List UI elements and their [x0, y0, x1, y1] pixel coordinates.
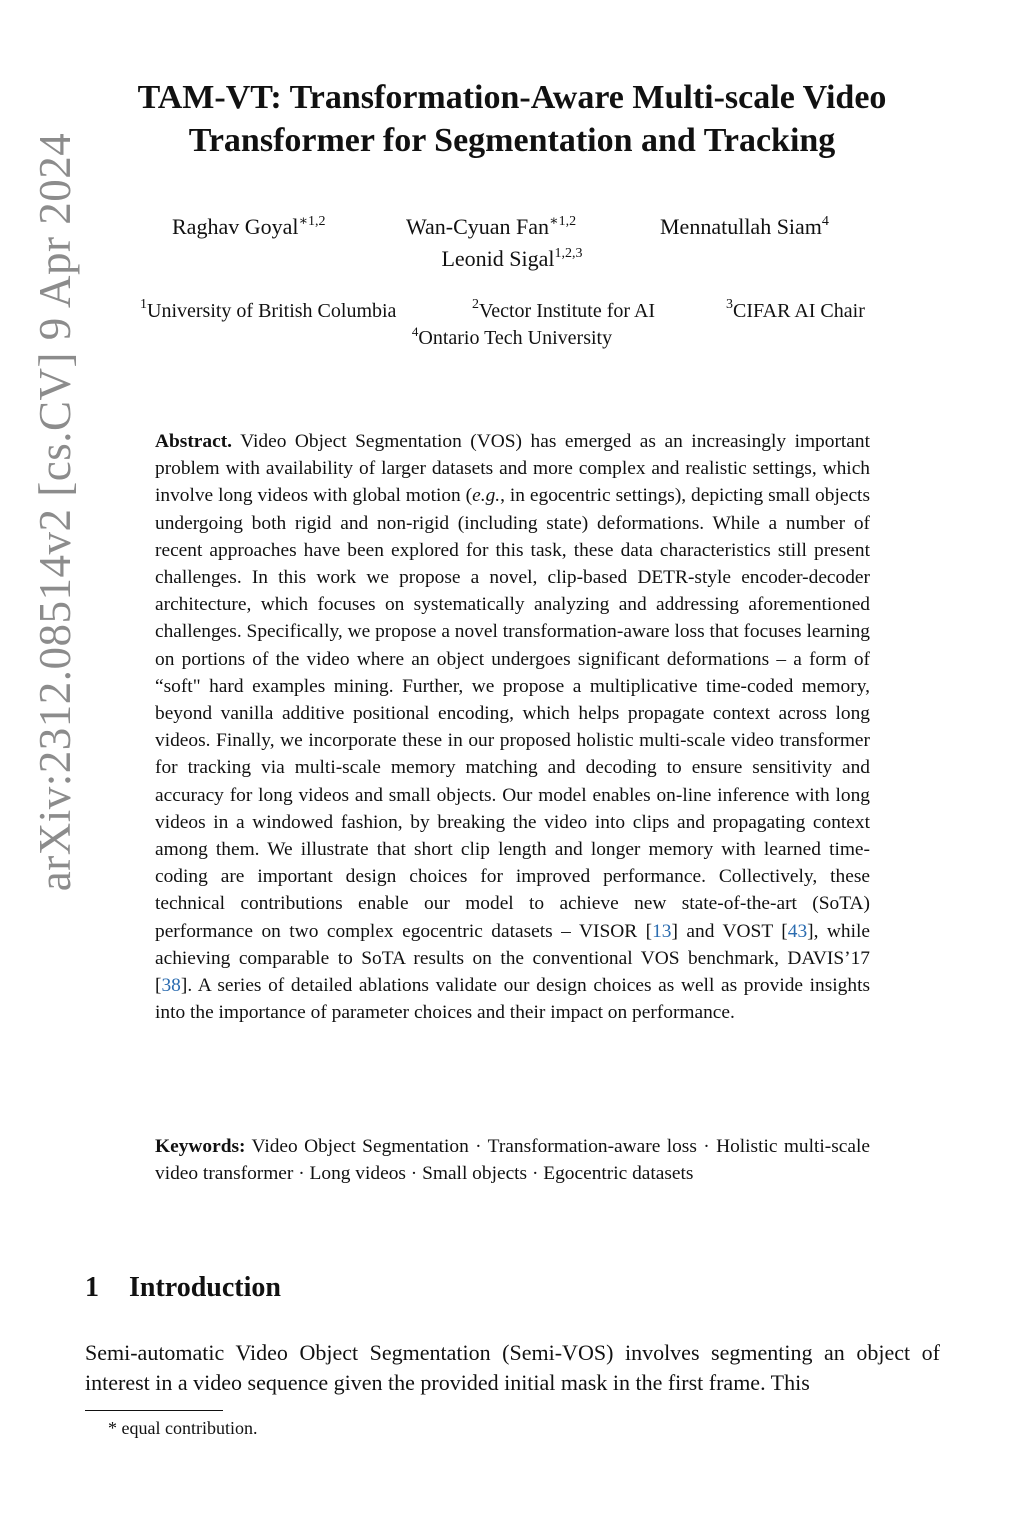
intro-paragraph: Semi-automatic Video Object Segmentation (Semi-VOS) involves segmenting an object of interest in a video sequence given the provided initial mask in the first frame. This — [85, 1340, 940, 1395]
affiliation-3: $^3$CIFAR AI Chair — [726, 297, 865, 322]
affiliation-1: $^1$University of British Columbia — [140, 297, 397, 322]
keywords-label: Keywords: — [155, 1136, 246, 1157]
author-1: Raghav Goyal$^{∗1,2}$ — [172, 214, 326, 239]
section-heading: 1 Introduction — [85, 1272, 281, 1303]
abstract-label: Abstract. — [155, 431, 233, 452]
citation-link[interactable]: 43 — [787, 920, 808, 942]
citation-link[interactable]: 13 — [652, 920, 672, 942]
footnote: * equal contribution. — [108, 1418, 258, 1438]
citation-link[interactable]: 38 — [161, 975, 181, 997]
abstract: Abstract. Video Object Segmentation (VOS) has emerged as an increasingly important problem with availability of larger datasets and more complex and realistic settings, which involve long videos with global motion (e.g., in egocentric settings), depicting small objects undergoing both rigid and non-rigid (including state) deformations. While a number of recent approaches have been explored for this task, these data characteristics still present challenges. In this work we propose a novel, clip-based DETR-style encoder-decoder architecture, which focuses on systematically analyzing and addressing aforementioned challenges. Specifically, we propose a novel transformation-aware loss that focuses learning on portions of the video where an object undergoes significant deformations – a form of “soft" hard examples mining. Further, we propose a multiplicative time-coded memory, beyond vanilla additive positional encoding, which helps propagate context across long videos. Finally, we incorporate these in our proposed holistic multi-scale video transformer for tracking via multi-scale memory matching and decoding to ensure sensitivity and accuracy for long videos and small objects. Our model enables on-line inference with long videos in a windowed fashion, by breaking the video into clips and propagating context among them. We illustrate that short clip length and longer memory with learned time-coding are important design choices for improved performance. Collectively, these technical contributions enable our model to achieve new state-of-the-art (SoTA) performance on two complex egocentric datasets – VISOR [13] and VOST [43], while achieving comparable to SoTA results on the conventional VOS benchmark, DAVIS’17 [38]. A series of detailed ablations validate our design choices as well as provide insights into the importance of parameter choices and their impact on performance. — [155, 431, 870, 1024]
affiliation-4: $^4$Ontario Tech University — [411, 324, 613, 349]
footnote-rule — [85, 1410, 223, 1411]
arxiv-identifier: arXiv:2312.08514v2 [cs.CV] 9 Apr 2024 — [30, 132, 80, 892]
author-4: Leonid Sigal$^{1,2,3}$ — [441, 246, 583, 271]
affiliation-2: $^2$Vector Institute for AI — [472, 297, 656, 322]
author-3: Mennatullah Siam$^4$ — [660, 214, 829, 239]
author-2: Wan-Cyuan Fan$^{∗1,2}$ — [406, 214, 577, 239]
keywords: Keywords: Video Object Segmentation · Transformation-aware loss · Holistic multi-scale video transformer · Long videos · Small objects · Egocentric datasets — [155, 1136, 871, 1185]
paper-title: TAM-VT: Transformation-Aware Multi-scale Video Transformer for Segmentation and Tracking — [137, 79, 887, 159]
